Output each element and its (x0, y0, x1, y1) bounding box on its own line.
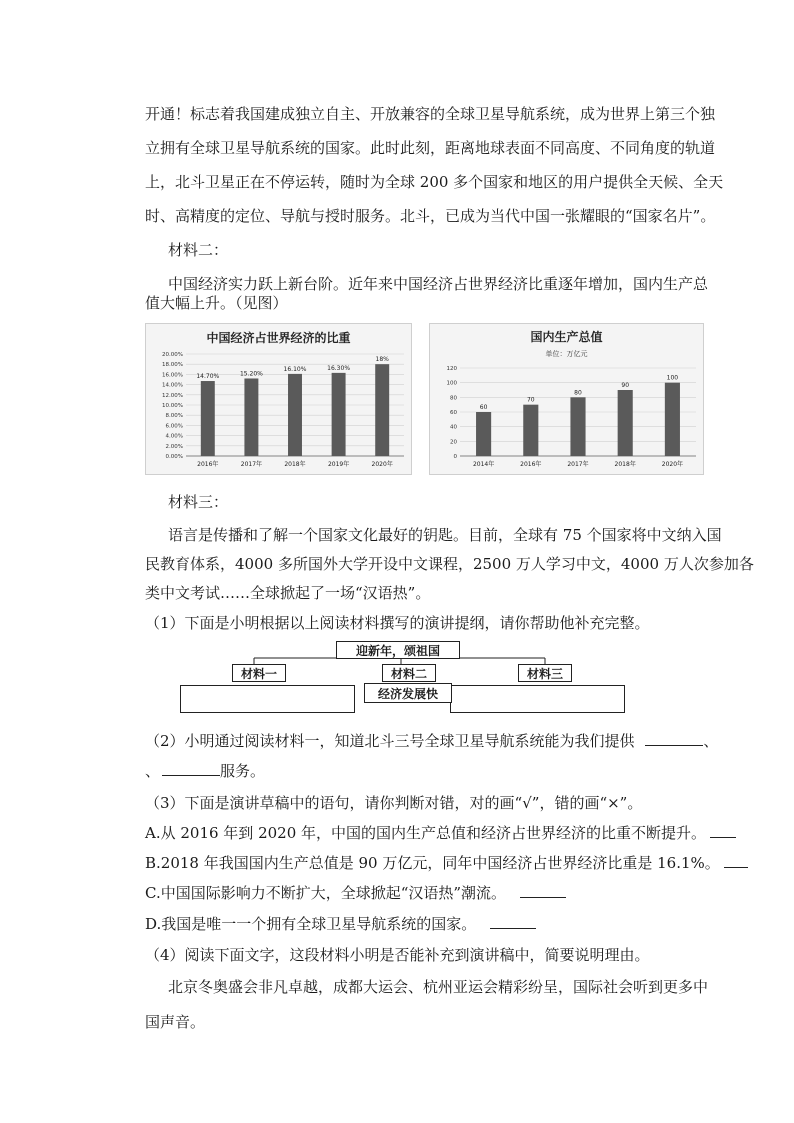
question-3-b (145, 852, 748, 873)
bar (375, 364, 389, 456)
y-tick-label: 18.00% (162, 362, 183, 369)
question-3-a (145, 822, 736, 843)
outline-answer-box-3[interactable] (450, 685, 625, 713)
chart-gdp-svg (430, 324, 703, 474)
material3-line-3: 类中文考试……全球掀起了一场“汉语热”。 (145, 584, 431, 602)
question-3-c-text: C.中国国际影响力不断扩大，全球掀起“汉语热”潮流。 (145, 884, 507, 902)
question-4-text-line-1: 北京冬奥盛会非凡卓越，成都大运会、杭州亚运会精彩纷呈，国际社会听到更多中 (168, 978, 709, 996)
question-2-sep-1: 、 (703, 732, 719, 750)
y-tick-label: 20 (450, 439, 457, 446)
material1-line-1: 开通！标志着我国建成独立自主、开放兼容的全球卫星导航系统，成为世界上第三个独 (145, 105, 716, 123)
outline-root: 迎新年，颂祖国 (336, 641, 460, 659)
x-tick-label: 2018年 (614, 461, 636, 468)
bar (332, 373, 346, 456)
question-2-text: （2）小明通过阅读材料一，知道北斗三号全球卫星导航系统能为我们提供 (145, 732, 635, 750)
chart-subtitle: 单位：万亿元 (545, 350, 588, 358)
data-label: 16.30% (327, 364, 351, 372)
question-2-sep-2: 、 (145, 762, 161, 780)
data-label: 60 (479, 404, 488, 411)
data-label: 16.10% (283, 365, 307, 373)
data-label: 80 (574, 389, 582, 397)
material2-heading: 材料二： (168, 241, 229, 259)
y-tick-label: 4.00% (165, 433, 183, 440)
question-3-b-blank[interactable] (724, 853, 748, 868)
bar (665, 383, 680, 456)
material2-line-1: 中国经济实力跃上新台阶。近年来中国经济占世界经济比重逐年增加，国内生产总 (168, 275, 709, 293)
outline-material2-label: 材料二 (382, 664, 436, 682)
question-3-c (145, 882, 566, 903)
x-tick-label: 2017年 (240, 461, 263, 468)
y-tick-label: 120 (446, 366, 457, 372)
y-tick-label: 16.00% (162, 372, 183, 379)
y-tick-label: 12.00% (162, 392, 183, 399)
data-label: 18% (375, 356, 389, 364)
data-label: 100 (666, 374, 679, 382)
question-3-d-text: D.我国是唯一一个拥有全球卫星导航系统的国家。 (145, 915, 477, 933)
y-tick-label: 20.00% (162, 352, 183, 358)
y-tick-label: 8.00% (165, 413, 183, 420)
question-3: （3）下面是演讲草稿中的语句，请你判断对错，对的画“√”，错的画“×”。 (145, 794, 643, 812)
question-4-text-line-2: 国声音。 (145, 1013, 206, 1031)
y-tick-label: 0 (453, 454, 457, 460)
bar (201, 381, 215, 456)
question-3-c-blank[interactable] (520, 883, 566, 898)
y-tick-label: 0.00% (165, 454, 183, 460)
x-tick-label: 2017年 (567, 461, 589, 468)
material1-line-2: 立拥有全球卫星导航系统的国家。此时此刻，距离地球表面不同高度、不同角度的轨道 (145, 139, 716, 157)
x-tick-label: 2016年 (520, 461, 542, 468)
material3-heading: 材料三： (168, 493, 229, 511)
data-label: 14.70% (196, 373, 220, 381)
material2-line-2: 值大幅上升。（见图） (145, 294, 288, 312)
bar (476, 412, 491, 456)
question-2-end: 服务。 (220, 762, 266, 780)
bar (570, 397, 585, 456)
material3-line-2: 民教育体系，4000 多所国外大学开设中文课程，2500 万人学习中文，4000 万人次参加各 (145, 555, 754, 573)
x-tick-label: 2016年 (197, 461, 219, 468)
bar (288, 374, 302, 456)
x-tick-label: 2020年 (371, 461, 393, 468)
y-tick-label: 40 (450, 424, 457, 431)
chart-title: 国内生产总值 (530, 330, 603, 344)
data-label: 90 (621, 382, 630, 389)
bar (244, 378, 258, 456)
y-tick-label: 14.00% (162, 382, 183, 389)
x-tick-label: 2018年 (284, 461, 306, 468)
question-2-line-2 (145, 760, 265, 781)
x-tick-label: 2019年 (327, 461, 350, 468)
bar (523, 405, 538, 456)
outline-material3-label: 材料三 (518, 664, 572, 682)
data-label: 15.20% (239, 370, 263, 378)
material3-line-1: 语言是传播和了解一个国家文化最好的钥匙。目前，全球有 75 个国家将中文纳入国 (168, 526, 722, 544)
chart-title: 中国经济占世界经济的比重 (206, 331, 351, 345)
outline-material2-content: 经济发展快 (364, 683, 452, 703)
material1-line-3: 上，北斗卫星正在不停运转，随时为全球 200 多个国家和地区的用户提供全天候、全天 (145, 173, 724, 191)
y-tick-label: 80 (450, 395, 457, 402)
question-4: （4）阅读下面文字，这段材料小明是否能补充到演讲稿中，简要说明理由。 (145, 946, 650, 964)
question-3-d (145, 913, 536, 934)
outline-answer-box-1[interactable] (180, 685, 355, 713)
x-tick-label: 2020年 (661, 461, 684, 468)
y-tick-label: 2.00% (165, 443, 183, 450)
question-2-line-1 (145, 730, 718, 751)
chart-world-share (145, 323, 412, 475)
chart-world-share-svg (146, 324, 411, 474)
data-label: 70 (526, 396, 535, 404)
y-tick-label: 60 (450, 410, 457, 416)
question-2-blank-1[interactable] (645, 731, 703, 746)
y-tick-label: 100 (446, 380, 457, 387)
question-3-d-blank[interactable] (490, 914, 536, 929)
material1-line-4: 时、高精度的定位、导航与授时服务。北斗，已成为当代中国一张耀眼的“国家名片”。 (145, 207, 716, 225)
question-3-a-blank[interactable] (710, 823, 736, 838)
x-tick-label: 2014年 (472, 461, 495, 468)
y-tick-label: 10.00% (162, 403, 183, 409)
question-3-b-text: B.2018 年我国国内生产总值是 90 万亿元，同年中国经济占世界经济比重是 16.1%。 (145, 854, 720, 872)
question-1: （1）下面是小明根据以上阅读材料撰写的演讲提纲，请你帮助他补充完整。 (145, 614, 650, 632)
question-3-a-text: A.从 2016 年到 2020 年，中国的国内生产总值和经济占世界经济的比重不断提升。 (145, 824, 707, 842)
y-tick-label: 6.00% (165, 423, 183, 430)
bar (618, 390, 633, 456)
chart-gdp (429, 323, 704, 475)
outline-material1-label: 材料一 (232, 664, 286, 682)
question-2-blank-2[interactable] (162, 761, 220, 776)
